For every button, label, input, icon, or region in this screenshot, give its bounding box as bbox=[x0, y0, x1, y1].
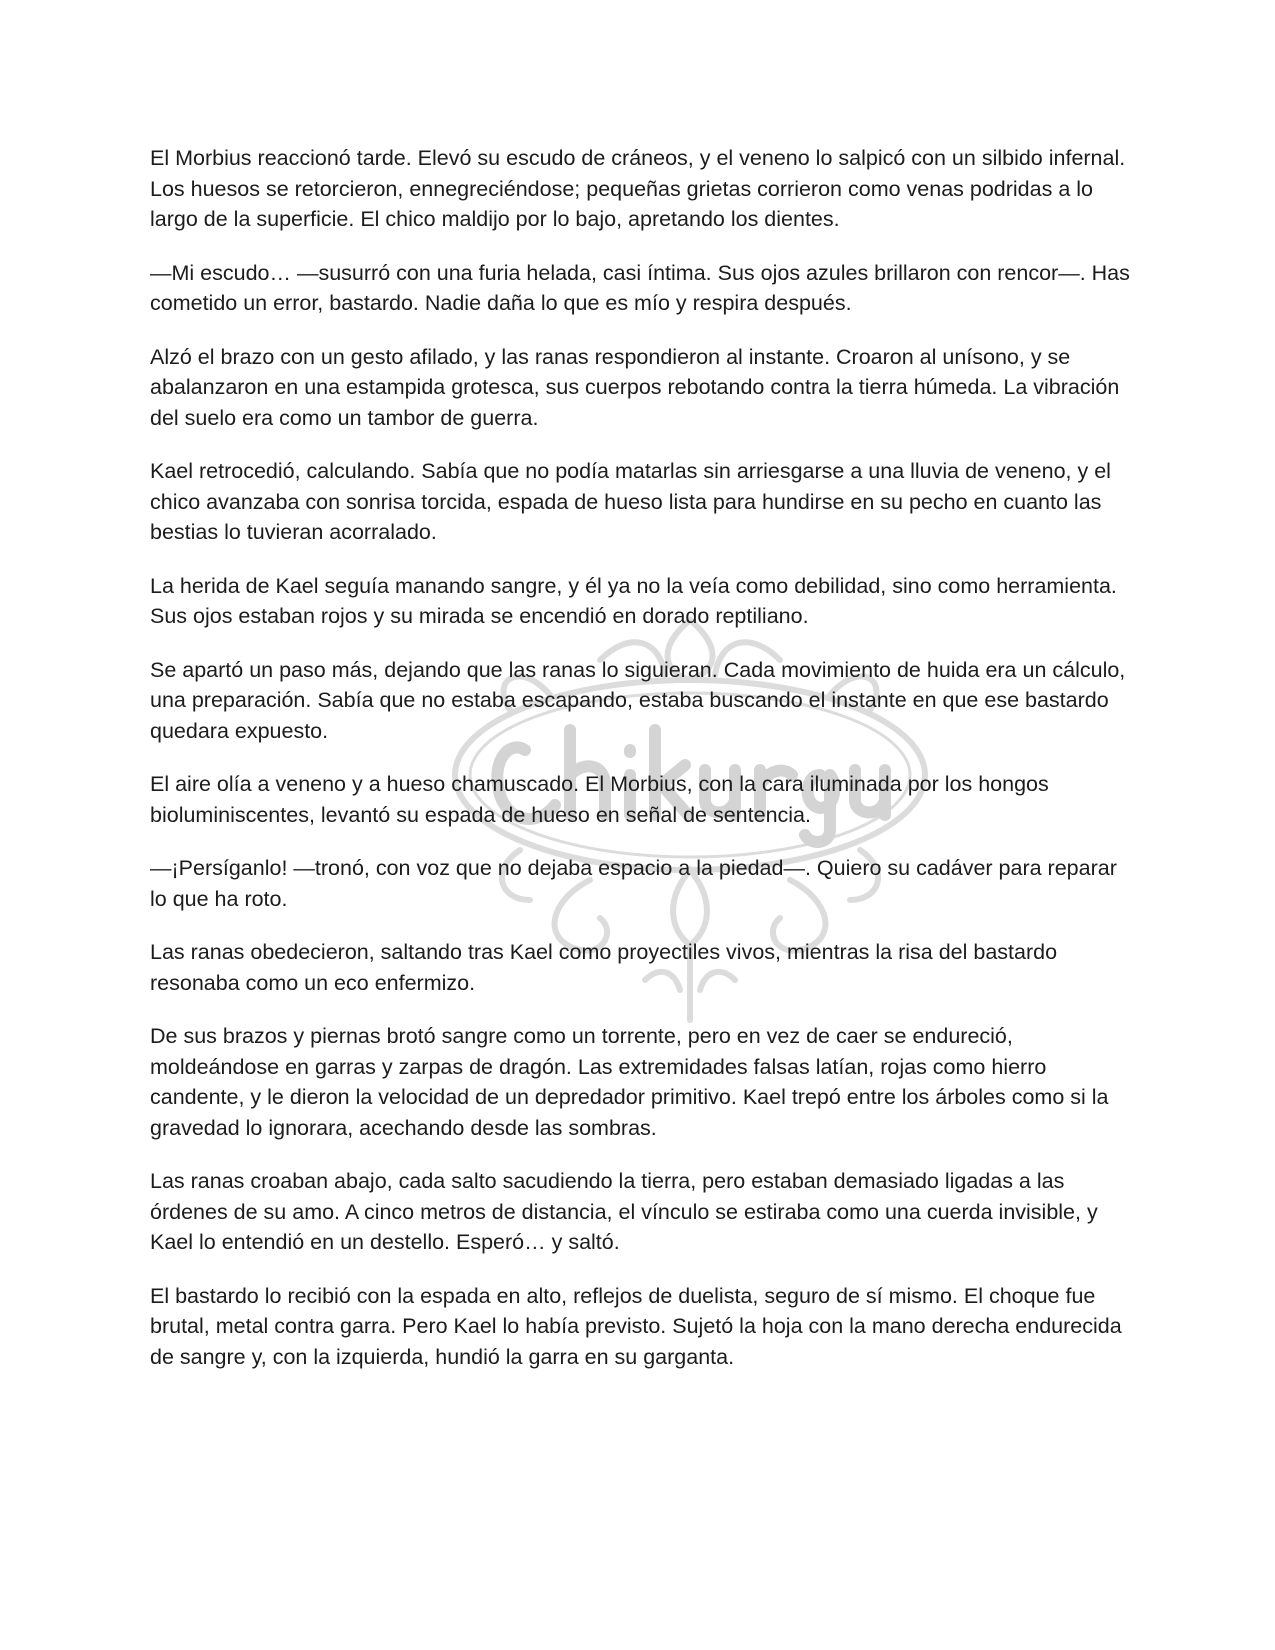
paragraph: —¡Persíganlo! —tronó, con voz que no dejaba espacio a la piedad—. Quiero su cadáver para reparar lo que ha roto. bbox=[150, 856, 1117, 911]
paragraph: El bastardo lo recibió con la espada en alto, reflejos de duelista, seguro de sí mismo. El choque fue brutal, metal contra garra. Pero Kael lo había previsto. Sujetó la hoja con la mano derecha endurecida de sangre y, con la izquierda, hundió la garra en su garganta. bbox=[150, 1283, 1122, 1369]
paragraph: Las ranas croaban abajo, cada salto sacudiendo la tierra, pero estaban demasiado ligadas a las órdenes de su amo. A cinco metros de distancia, el vínculo se estiraba como una cuerda invisible, y Kael lo entendió en un destello. Esperó… y saltó. bbox=[150, 1169, 1098, 1254]
paragraph: Se apartó un paso más, dejando que las ranas lo siguieran. Cada movimiento de huida era un cálculo, una preparación. Sabía que no estaba escapando, estaba buscando el instante en que ese bastardo quedara expuesto. bbox=[150, 657, 1126, 743]
paragraph: El Morbius reaccionó tarde. Elevó su escudo de cráneos, y el veneno lo salpicó con un silbido infernal. Los huesos se retorcieron, ennegreciéndose; pequeñas grietas corrieron como venas podridas a lo largo de la superficie. El chico maldijo por lo bajo, apretando los dientes. bbox=[150, 146, 1126, 231]
paragraph: Kael retrocedió, calculando. Sabía que no podía matarlas sin arriesgarse a una lluvia de veneno, y el chico avanzaba con sonrisa torcida, espada de hueso lista para hundirse en su pecho en cuanto las bestias lo tuvieran acorralado. bbox=[150, 459, 1111, 544]
paragraph: Las ranas obedecieron, saltando tras Kael como proyectiles vivos, mientras la risa del bastardo resonaba como un eco enfermizo. bbox=[150, 940, 1058, 995]
paragraph: De sus brazos y piernas brotó sangre como un torrente, pero en vez de caer se endureció, moldeándose en garras y zarpas de dragón. Las extremidades falsas latían, rojas como hierro candente, y le dieron la velocidad de un depredador primitivo. Kael trepó entre los árboles como si la gravedad lo ignorara, acechando desde las sombras. bbox=[150, 1024, 1109, 1140]
paragraph: Alzó el brazo con un gesto afilado, y las ranas respondieron al instante. Croaron al unísono, y se abalanzaron en una estampida grotesca, sus cuerpos rebotando contra la tierra húmeda. La vibración del suelo era como un tambor de guerra. bbox=[150, 344, 1120, 430]
paragraph: El aire olía a veneno y a hueso chamuscado. El Morbius, con la cara iluminada por los hongos bioluminiscentes, levantó su espada de hueso en señal de sentencia. bbox=[150, 772, 1049, 827]
paragraph: La herida de Kael seguía manando sangre, y él ya no la veía como debilidad, sino como herramienta. Sus ojos estaban rojos y su mirada se encendió en dorado reptiliano. bbox=[150, 573, 1117, 628]
paragraph: —Mi escudo… —susurró con una furia helada, casi íntima. Sus ojos azules brillaron con rencor—. Has cometido un error, bastardo. Nadie daña lo que es mío y respira después. bbox=[150, 260, 1130, 315]
story-text bbox=[150, 143, 1132, 1395]
